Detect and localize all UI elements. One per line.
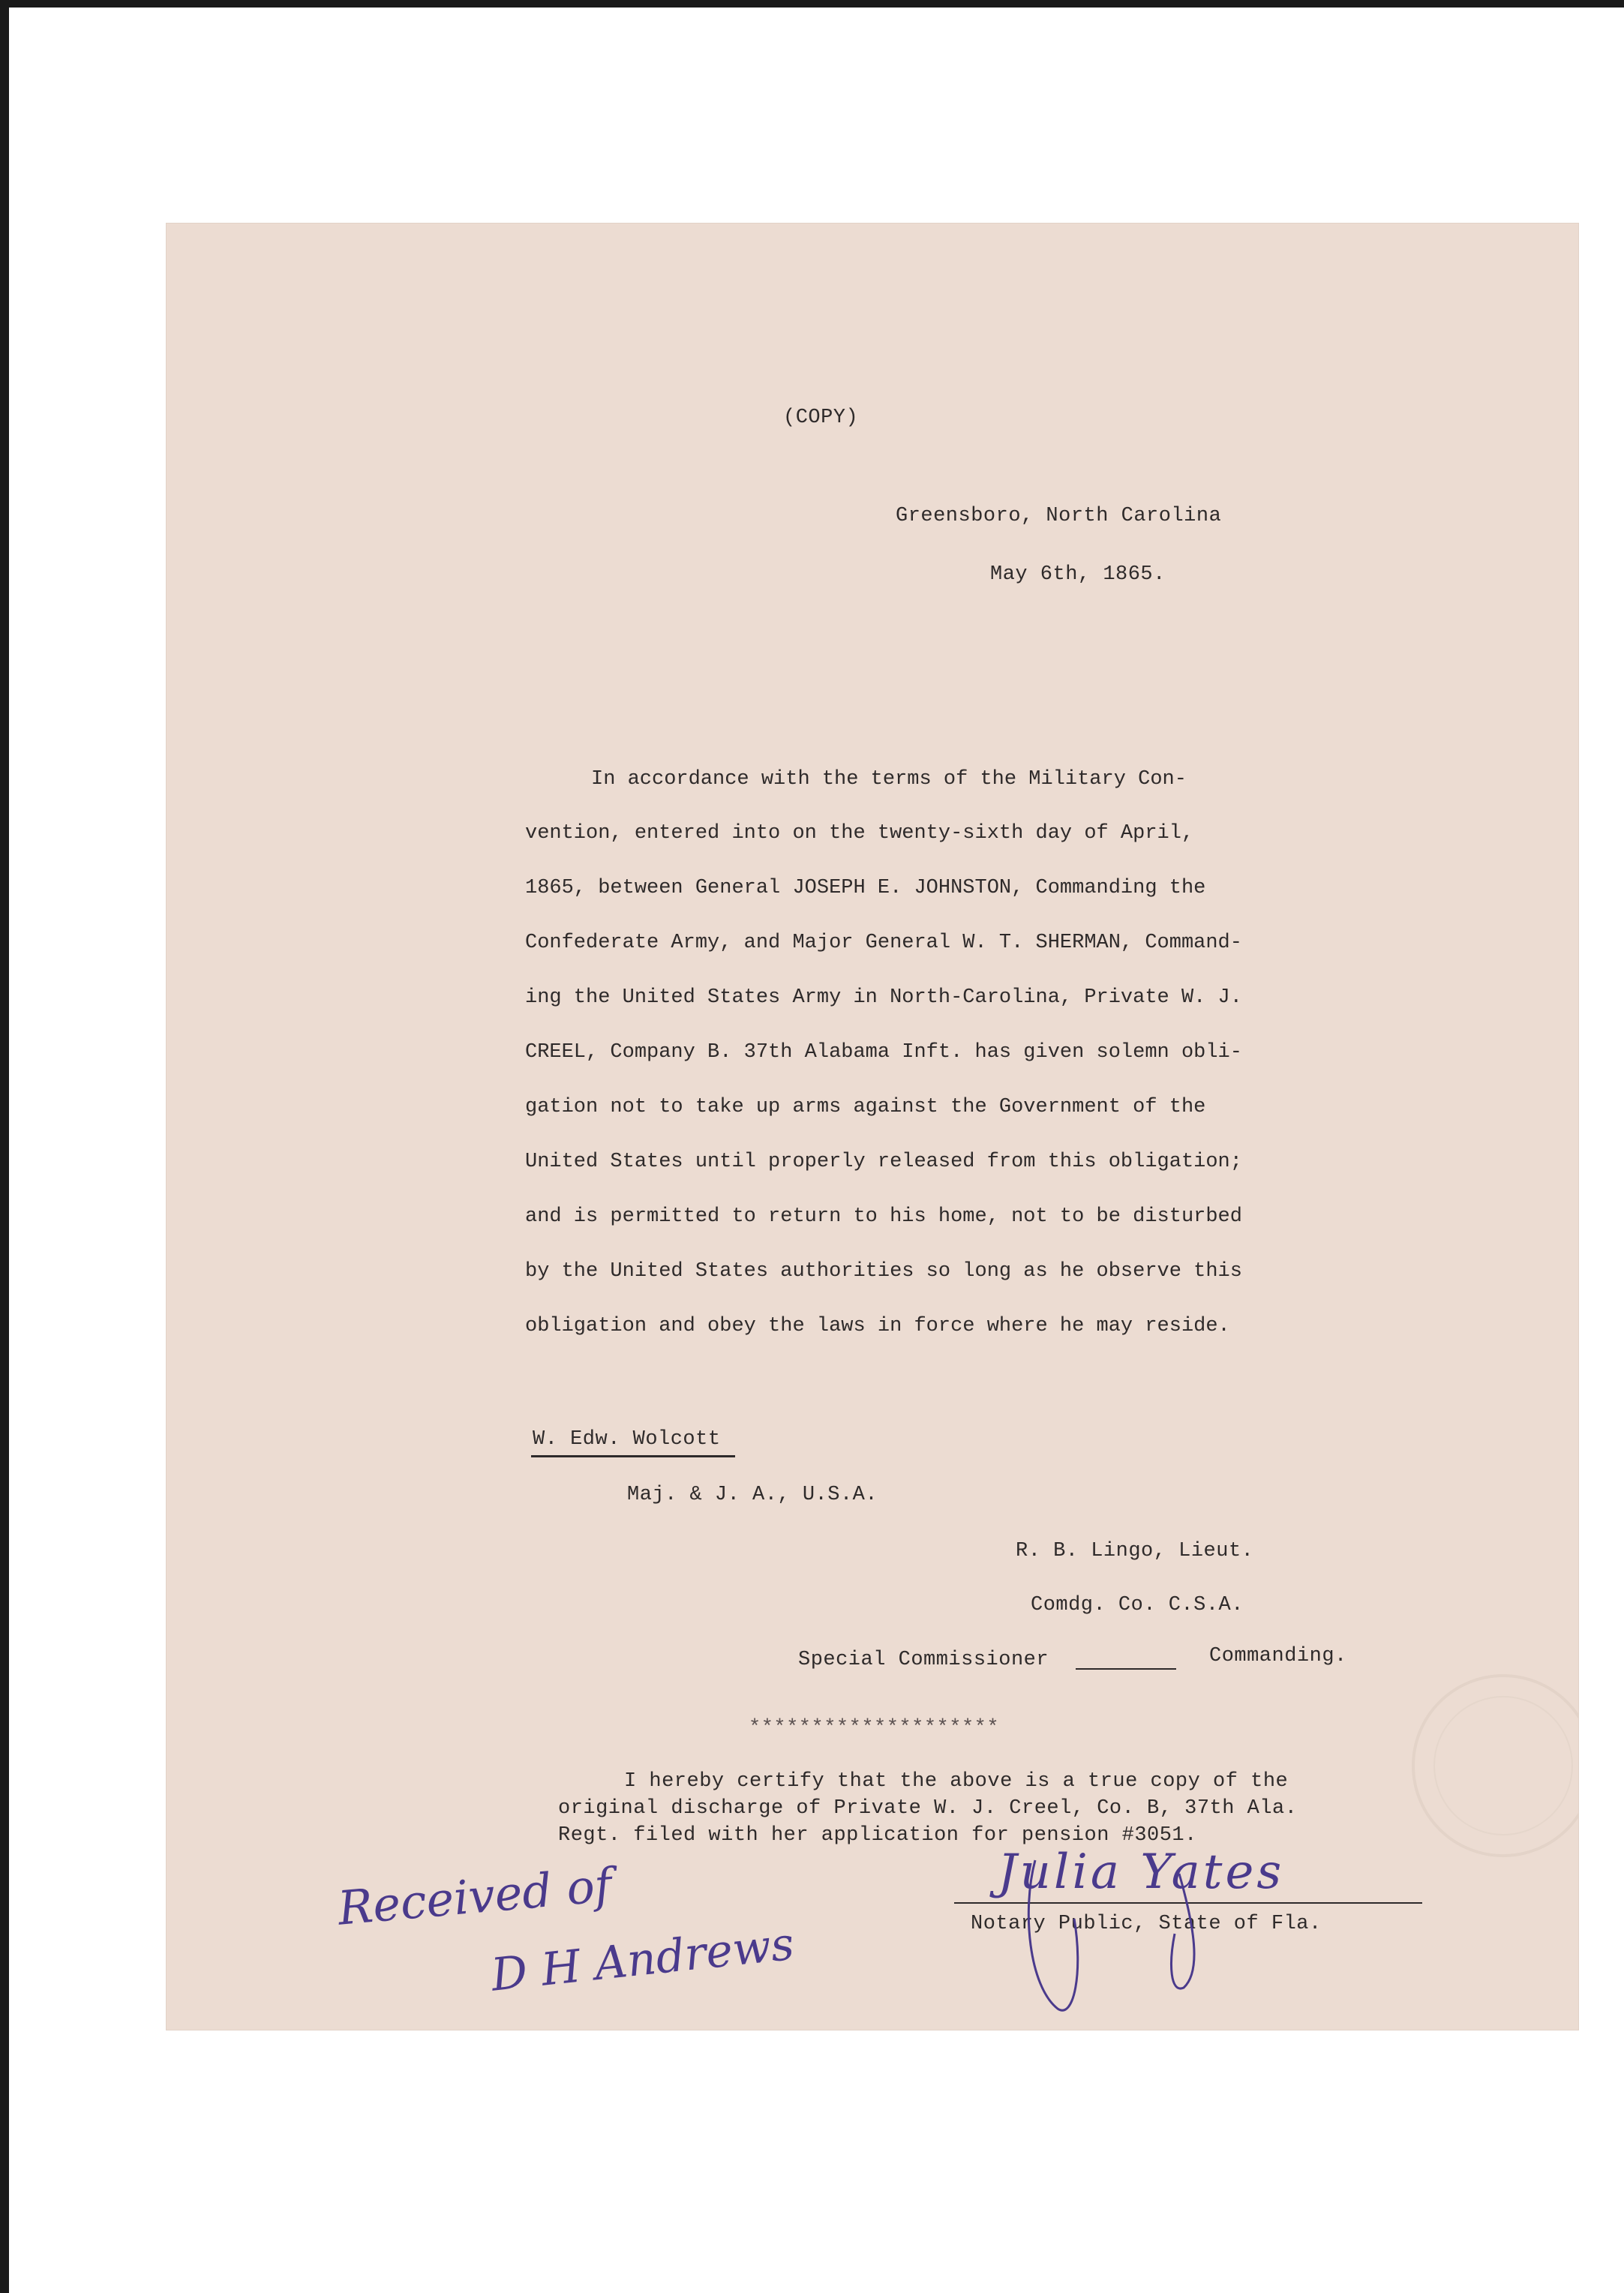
received-note-line2: D H Andrews xyxy=(488,1917,797,2002)
commanding-label: Commanding. xyxy=(1209,1645,1347,1667)
scan-frame-left xyxy=(0,0,9,2293)
body-line: 1865, between General JOSEPH E. JOHNSTON, Commanding the xyxy=(525,877,1206,899)
body-line: In accordance with the terms of the Military Con- xyxy=(591,768,1187,791)
notary-signature: Julia Yates xyxy=(998,1844,1285,1900)
body-line: and is permitted to return to his home, not to be disturbed xyxy=(525,1205,1242,1228)
body-line: vention, entered into on the twenty-sixth day of April, xyxy=(525,822,1194,845)
confederate-officer-title: Comdg. Co. C.S.A. xyxy=(1031,1594,1244,1616)
body-line: ing the United States Army in North-Carolina, Private W. J. xyxy=(525,986,1242,1009)
body-line: gation not to take up arms against the Government of the xyxy=(525,1096,1206,1118)
place-line: Greensboro, North Carolina xyxy=(896,505,1222,527)
notary-title: Notary Public, State of Fla. xyxy=(971,1913,1322,1935)
special-commissioner-label: Special Commissioner xyxy=(798,1649,1049,1671)
body-line: CREEL, Company B. 37th Alabama Inft. has given solemn obli- xyxy=(525,1041,1242,1064)
notary-seal-emboss xyxy=(167,224,1578,2030)
union-officer-name: W. Edw. Wolcott xyxy=(533,1428,721,1451)
certification-line: Regt. filed with her application for pension #3051. xyxy=(558,1824,1197,1847)
certification-line: original discharge of Private W. J. Creel, Co. B, 37th Ala. xyxy=(558,1797,1298,1820)
body-line: Confederate Army, and Major General W. T. SHERMAN, Command- xyxy=(525,932,1242,954)
confederate-officer-name: R. B. Lingo, Lieut. xyxy=(1016,1540,1254,1562)
received-note-line1: Received of xyxy=(335,1857,614,1936)
body-line: obligation and obey the laws in force where he may reside. xyxy=(525,1315,1230,1337)
copy-mark: (COPY) xyxy=(783,407,859,429)
union-officer-title: Maj. & J. A., U.S.A. xyxy=(627,1484,878,1506)
scan-frame-top xyxy=(0,0,1624,8)
certification-line: I hereby certify that the above is a true copy of the xyxy=(624,1770,1289,1793)
body-line: United States until properly released from this obligation; xyxy=(525,1151,1242,1173)
body-line: by the United States authorities so long as he observe this xyxy=(525,1260,1242,1283)
document-paper xyxy=(167,224,1578,2030)
section-divider: ******************** xyxy=(749,1717,1000,1739)
date-line: May 6th, 1865. xyxy=(990,563,1166,586)
